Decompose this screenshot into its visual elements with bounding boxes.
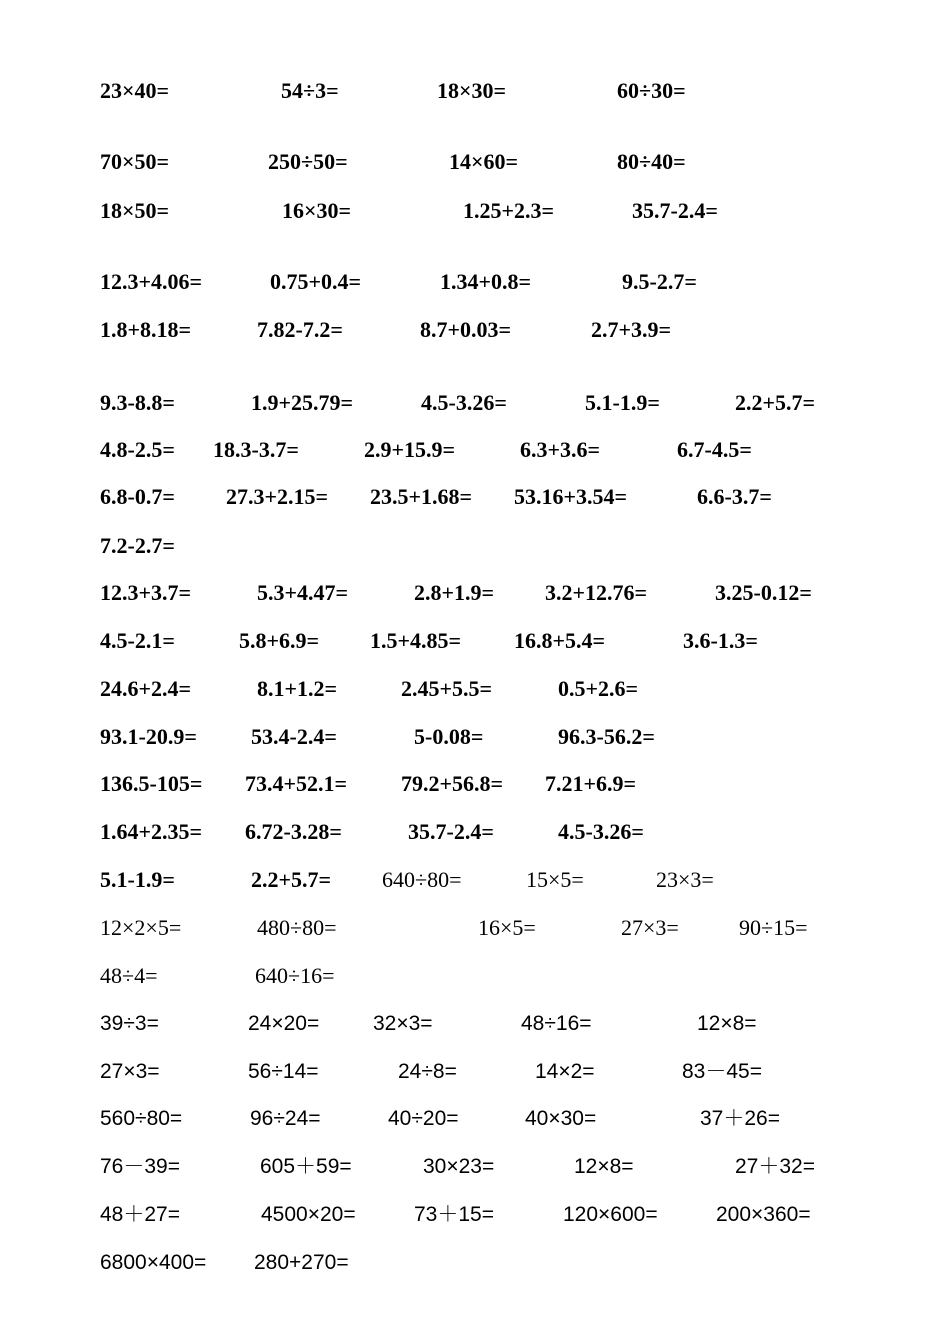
math-problem: 48÷4= [100,963,158,988]
math-problem: 9.5-2.7= [622,269,697,294]
math-problem: 14×2= [535,1060,595,1083]
math-problem: 35.7-2.4= [408,819,494,844]
math-problem: 12.3+3.7= [100,580,192,605]
math-problem: 7.2-2.7= [100,533,175,558]
math-problem: 6.3+3.6= [520,437,601,462]
math-problem: 8.7+0.03= [420,317,512,342]
problem-row [0,817,950,847]
math-problem: 5.3+4.47= [257,580,349,605]
problem-row [0,435,950,465]
math-problem: 136.5-105= [100,771,203,796]
math-problem: 37＋26= [700,1107,780,1130]
problem-row [0,961,950,991]
math-problem: 480÷80= [257,915,337,940]
math-problem: 48÷16= [521,1012,592,1035]
math-problem: 12.3+4.06= [100,269,203,294]
math-problem: 4500×20= [261,1203,356,1226]
math-problem: 15×5= [526,867,584,892]
math-problem: 60÷30= [617,78,686,103]
problem-row [0,147,950,177]
math-problem: 1.8+8.18= [100,317,192,342]
math-problem: 3.6-1.3= [683,628,758,653]
math-problem: 3.2+12.76= [545,580,648,605]
math-problem: 0.75+0.4= [270,269,362,294]
problem-row [0,531,950,561]
problem-row [0,626,950,656]
math-problem: 120×600= [563,1203,658,1226]
math-problem: 1.64+2.35= [100,819,203,844]
problem-row [0,1152,950,1182]
math-problem: 93.1-20.9= [100,724,197,749]
math-problem: 9.3-8.8= [100,390,175,415]
math-problem: 27×3= [621,915,679,940]
math-problem: 96÷24= [250,1107,321,1130]
math-problem: 35.7-2.4= [632,198,718,223]
math-problem: 27＋32= [735,1155,815,1178]
math-problem: 40÷20= [388,1107,459,1130]
math-problem: 6.6-3.7= [697,484,772,509]
math-problem: 27.3+2.15= [226,484,329,509]
problem-row [0,388,950,418]
math-problem: 18×30= [437,78,507,103]
math-problem: 83－45= [682,1060,762,1083]
problem-row [0,482,950,512]
math-problem: 24.6+2.4= [100,676,192,701]
math-problem: 1.9+25.79= [251,390,354,415]
math-problem: 250÷50= [268,149,348,174]
math-problem: 5.1-1.9= [100,867,175,892]
math-problem: 16×30= [282,198,352,223]
problem-row [0,1200,950,1230]
math-problem: 90÷15= [739,915,808,940]
math-problem: 24÷8= [398,1060,457,1083]
math-problem: 40×30= [525,1107,597,1130]
math-problem: 5.1-1.9= [585,390,660,415]
math-problem: 14×60= [449,149,519,174]
problem-row [0,315,950,345]
math-problem: 640÷16= [255,963,335,988]
math-problem: 605＋59= [260,1155,352,1178]
math-problem: 53.16+3.54= [514,484,628,509]
math-problem: 6.72-3.28= [245,819,342,844]
math-problem: 12×8= [697,1012,757,1035]
problem-row [0,267,950,297]
problem-row [0,769,950,799]
math-problem: 640÷80= [382,867,462,892]
problem-row [0,913,950,943]
math-problem: 2.2+5.7= [251,867,332,892]
math-problem: 5-0.08= [414,724,484,749]
math-problem: 54÷3= [281,78,339,103]
math-problem: 560÷80= [100,1107,183,1130]
problem-row [0,1248,950,1278]
problem-row [0,1009,950,1039]
math-problem: 4.5-3.26= [421,390,507,415]
math-problem: 18×50= [100,198,170,223]
math-problem: 16.8+5.4= [514,628,606,653]
math-problem: 96.3-56.2= [558,724,655,749]
problem-row [0,674,950,704]
math-problem: 76－39= [100,1155,180,1178]
math-problem: 5.8+6.9= [239,628,320,653]
math-problem: 12×2×5= [100,915,182,940]
math-problem: 2.9+15.9= [364,437,456,462]
math-problem: 12×8= [574,1155,634,1178]
math-problem: 1.5+4.85= [370,628,462,653]
math-problem: 4.8-2.5= [100,437,175,462]
problem-row [0,865,950,895]
math-problem: 23×3= [656,867,714,892]
math-problem: 48＋27= [100,1203,180,1226]
math-problem: 24×20= [248,1012,320,1035]
math-problem: 32×3= [373,1012,433,1035]
math-problem: 8.1+1.2= [257,676,338,701]
math-problem: 2.7+3.9= [591,317,672,342]
math-problem: 1.25+2.3= [463,198,555,223]
math-problem: 6800×400= [100,1251,207,1274]
math-problem: 1.34+0.8= [440,269,532,294]
problem-row [0,1104,950,1134]
problem-row [0,1057,950,1087]
math-problem: 16×5= [478,915,536,940]
math-problem: 6.8-0.7= [100,484,175,509]
math-problem: 39÷3= [100,1012,159,1035]
math-problem: 53.4-2.4= [251,724,337,749]
problem-row [0,578,950,608]
math-problem: 23×40= [100,78,170,103]
math-problem: 80÷40= [617,149,686,174]
math-problem: 73＋15= [414,1203,494,1226]
math-problem: 200×360= [716,1203,811,1226]
math-problem: 73.4+52.1= [245,771,348,796]
math-problem: 0.5+2.6= [558,676,639,701]
math-problem: 79.2+56.8= [401,771,504,796]
math-problem: 3.25-0.12= [715,580,812,605]
math-problem: 2.45+5.5= [401,676,493,701]
math-problem: 7.21+6.9= [545,771,637,796]
math-problem: 7.82-7.2= [257,317,343,342]
problem-row [0,722,950,752]
problem-row [0,76,950,106]
math-problem: 2.2+5.7= [735,390,816,415]
math-problem: 27×3= [100,1060,160,1083]
problem-row [0,196,950,226]
math-problem: 4.5-2.1= [100,628,175,653]
math-problem: 280+270= [254,1251,349,1274]
math-problem: 6.7-4.5= [677,437,752,462]
math-problem: 30×23= [423,1155,495,1178]
math-problem: 70×50= [100,149,170,174]
math-problem: 56÷14= [248,1060,319,1083]
math-problem: 2.8+1.9= [414,580,495,605]
math-problem: 4.5-3.26= [558,819,644,844]
math-problem: 23.5+1.68= [370,484,473,509]
math-problem: 18.3-3.7= [213,437,299,462]
